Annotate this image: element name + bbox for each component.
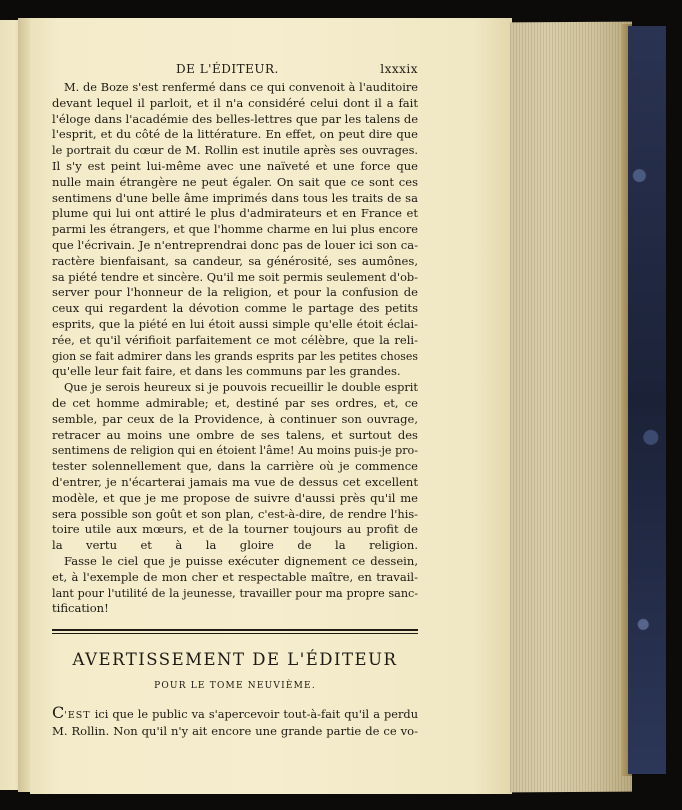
text-line: l'esprit, et du côté de la littérature. En effet, on peut dire que [52,127,418,142]
body-text [52,80,418,617]
text-line: Que je serois heureux si je pouvois recueillir le double esprit [64,380,418,395]
paragraph-3 [52,554,418,617]
text-line: tification! [52,601,109,616]
text-line [52,705,418,724]
text-line: sentimens de religion qui en étoient l'âme! Au moins puis-je pro- [52,444,418,458]
running-head [52,62,418,80]
page-edges [510,22,632,793]
text-line: toire utile aux mœurs, et de la tourner toujours au profit de [52,522,418,537]
text-line: la vertu et à la gloire de la religion. [52,538,418,553]
text-line: M. de Boze s'est renfermé dans ce qui convenoit à l'auditoire [64,80,418,94]
text-line: rée, et qu'il vérifioit parfaitement ce mot célèbre, que la reli- [52,332,418,347]
text-line: sentimens d'une belle âme imprimés dans tous les traits de sa [52,190,418,205]
page-content [52,62,418,740]
text-line: d'entrer, je n'écarterai jamais ma vue de dessus cet excellent [52,474,418,489]
text-line: sera possible son goût et son plan, c'est-à-dire, de rendre l'his- [52,506,418,521]
running-title: DE L'ÉDITEUR. [176,62,279,76]
text-line: modèle, et que je me propose de suivre d'aussi près qu'il me [52,490,418,505]
paragraph-2 [52,380,418,554]
text-line: ceux qui regardent la dévotion comme le partage des petits [52,301,418,316]
text-line: Il s'y est peint lui-même avec une naïveté et une force que [52,158,418,173]
text-line: lant pour l'utilité de la jeunesse, travailler pour ma propre sanc- [52,586,418,600]
line-rest: ici que le public va s'apercevoir tout-à-fait qu'il a perdu [90,707,418,722]
section-subtitle: POUR LE TOME NEUVIÈME. [154,681,316,692]
text-line: de cet homme admirable; et, destiné par ses ordres, et, ce [52,395,418,410]
text-line: le portrait du cœur de M. Rollin est inutile après ses ouvrages. [52,143,418,158]
text-line: esprits, que la piété en lui étoit aussi simple qu'elle étoit éclai- [52,316,418,331]
page-number: lxxxix [380,62,418,76]
text-line: semble, par ceux de la Providence, à continuer son ouvrage, [52,411,418,426]
section-rule-thin [52,633,418,634]
text-line: parmi les étrangers, et que l'homme charme en lui plus encore [52,222,418,237]
text-line: l'éloge dans l'académie des belles-lettres que par les talens de [52,111,419,126]
text-line: server pour l'honneur de la religion, et pour la confusion de [52,285,418,300]
text-line: que l'écrivain. Je n'entreprendrai donc pas de louer ici son ca- [52,237,418,252]
text-line: tester solennellement que, dans la carrière où je commence [52,459,418,474]
text-line: Fasse le ciel que je puisse exécuter dignement ce dessein, [64,553,418,568]
text-line: nulle main étrangère ne peut égaler. On sait que ce sont ces [52,174,418,189]
drop-capital: C [52,703,65,723]
paragraph-intro [52,705,418,740]
section-rule-thick [52,629,418,631]
text-line: M. Rollin. Non qu'il n'y ait encore une grande partie de ce vo- [52,723,418,738]
section-title: AVERTISSEMENT DE L'ÉDITEUR [72,650,398,670]
text-line: plume qui lui ont attiré le plus d'admirateurs et en France et [52,206,418,221]
text-line: devant lequel il parloit, et il n'a considéré celui dont il a fait [52,95,418,110]
small-caps-lead: 'EST [64,710,91,722]
text-line: gion se fait admirer dans les grands esprits par les petites choses [52,349,418,363]
text-line: qu'elle leur fait faire, et dans les communs par les grandes. [52,364,401,379]
text-line: ractère bienfaisant, sa candeur, sa générosité, ses aumônes, [52,253,418,268]
paragraph-1 [52,80,418,380]
section-body [52,705,418,740]
text-line: retracer au moins une ombre de ses talens, et surtout des [52,427,418,442]
marbled-cover [628,26,666,774]
text-line: sa piété tendre et sincère. Qu'il me soit permis seulement d'ob- [52,269,418,284]
text-line: et, à l'exemple de mon cher et respectable maître, en travail- [52,569,418,584]
